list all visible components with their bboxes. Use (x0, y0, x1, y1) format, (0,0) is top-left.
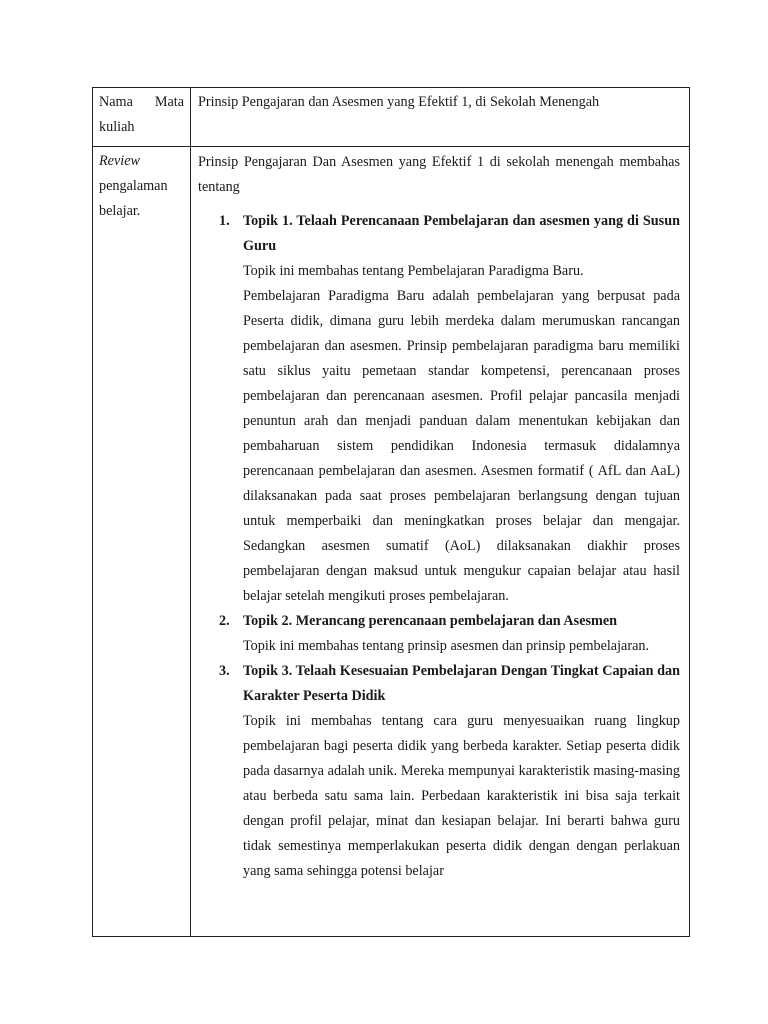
learning-review-label-cell (93, 147, 191, 937)
learning-review-row (93, 147, 690, 937)
course-name-label-line2: kuliah (99, 119, 135, 135)
review-intro: Prinsip Pengajaran Dan Asesmen yang Efektif 1 di sekolah menengah membahas tentang (198, 154, 680, 195)
topic-paragraph: Topik ini membahas tentang Pembelajaran Paradigma Baru. (243, 263, 584, 279)
course-name-label-line1: Nama Mata (99, 94, 184, 110)
course-name-value-cell (191, 88, 690, 147)
topic-paragraph: Topik ini membahas tentang cara guru menyesuaikan ruang lingkup pembelajaran bagi peserta didik yang berbeda karakter. Setiap peserta didik pada dasarnya adalah unik. Mereka mempunyai karakteristik masing-masing atau berbeda satu sama lain. Perbedaan karakteristik ini bisa saja terkait dengan profil pelajar, minat dan kesiapan belajar. Ini berarti bahwa guru tidak semestinya memperlakukan peserta didik dengan dengan perlakuan yang sama sehingga potensi belajar (243, 713, 680, 879)
course-name-value: Prinsip Pengajaran dan Asesmen yang Efektif 1, di Sekolah Menengah (198, 94, 600, 110)
topic-list (198, 209, 680, 884)
topic-paragraph: Pembelajaran Paradigma Baru adalah pembelajaran yang berpusat pada Peserta didik, dimana guru lebih merdeka dalam merumuskan rancangan pembelajaran dan asesmen. Prinsip pembelajaran paradigma baru memiliki satu siklus yaitu pemetaan standar kompetensi, perencanaan proses pembelajaran dan perencanaan asesmen. Profil pelajar pancasila menjadi penuntun arah dan menjadi panduan dalam menentukan kebijakan dan pembaharuan sistem pendidikan Indonesia termasuk didalamnya perencanaan pembelajaran dan asesmen. Asesmen formatif ( AfL dan AaL) dilaksanakan pada saat proses pembelajaran berlangsung dengan tujuan untuk memperbaiki dan meningkatkan proses belajar dan mengajar. Sedangkan asesmen sumatif (AoL) dilaksanakan diakhir proses pembelajaran dengan maksud untuk mengukur capaian belajar atau hasil belajar setelah mengikuti proses pembelajaran. (243, 288, 680, 604)
topic-number: 1. (219, 213, 230, 229)
topic-title: Topik 2. Merancang perencanaan pembelajaran dan Asesmen (243, 613, 618, 629)
topic-number: 2. (219, 613, 230, 629)
topic-title: Topik 1. Telaah Perencanaan Pembelajaran dan asesmen yang di Susun Guru (243, 213, 680, 254)
review-label-italic: Review (99, 153, 140, 169)
topic-title: Topik 3. Telaah Kesesuaian Pembelajaran Dengan Tingkat Capaian dan Karakter Peserta Didik (243, 663, 680, 704)
topic-item (198, 609, 680, 659)
learning-review-content-cell (191, 147, 690, 937)
course-review-table (92, 87, 690, 937)
course-name-row (93, 88, 690, 147)
topic-item (198, 659, 680, 884)
topic-paragraph: Topik ini membahas tentang prinsip asesmen dan prinsip pembelajaran. (243, 638, 650, 654)
course-name-label-cell (93, 88, 191, 147)
topic-item (198, 209, 680, 609)
topic-number: 3. (219, 663, 230, 679)
review-label-rest: pengalaman belajar. (99, 178, 168, 219)
